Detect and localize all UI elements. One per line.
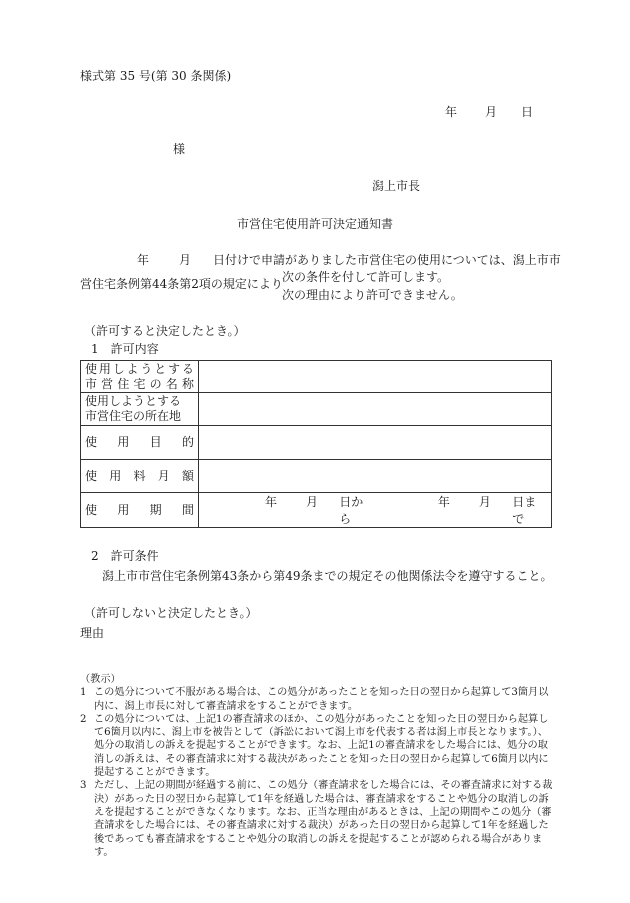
from-month: 月 — [306, 495, 319, 509]
notice-number: 1 — [80, 687, 87, 699]
notice-number: 3 — [80, 780, 87, 792]
label-line1: 使用しようとする — [85, 394, 182, 408]
label-monthly-rent — [81, 460, 199, 493]
addressee: 様 — [173, 142, 186, 156]
date-year: 年 — [445, 105, 458, 119]
notice-text: ただし、上記の期間が経過する前に、この処分（審査請求をした場合には、その審査請求に対する裁決）があった日の翌日から起算して1年を経過した場合は、審査請求をすることや処分の取消しの訴えを提起することができなくなります。なお、正当な理由があるときは、上記の期間やこの処分（審査請求をした場合には、その審査請求に対する裁決）があった日の翌日から起算して1年を経過した後であっても審査請求をすることや処分の取消しの訴えを提起することが認められる場合があります。 — [94, 780, 553, 858]
value-house-name[interactable] — [199, 361, 552, 393]
from-day: 日から — [339, 495, 364, 526]
label-char: 用 — [117, 435, 130, 449]
table-row — [81, 393, 552, 426]
intro-month: 月 — [179, 253, 192, 267]
intro-year: 年 — [137, 253, 150, 267]
to-day: 日まで — [512, 495, 537, 526]
to-month: 月 — [478, 495, 491, 509]
label-char: 使 — [85, 435, 98, 449]
label-char: 目 — [149, 435, 162, 449]
reason-label: 理由 — [80, 626, 105, 640]
label-char: 用 — [117, 502, 130, 517]
section2-heading: 2 許可条件 — [91, 549, 159, 563]
value-purpose[interactable] — [199, 426, 552, 460]
date-day: 日 — [521, 105, 534, 119]
to-year: 年 — [437, 495, 450, 509]
label-char: 用 — [109, 468, 122, 483]
notice-block — [80, 673, 558, 859]
value-monthly-rent[interactable] — [199, 460, 552, 493]
document-title: 市営住宅使用許可決定通知書 — [237, 217, 394, 231]
notice-item — [80, 779, 558, 859]
value-period[interactable] — [199, 493, 552, 528]
label-purpose — [81, 426, 199, 460]
label-line2: 市 営 住 宅 の 名 称 — [85, 376, 194, 391]
label-char: 料 — [133, 468, 146, 483]
label-house-name — [81, 361, 199, 393]
notice-text: この処分については、上記1の審査請求のほか、この処分があったことを知った日の翌日から起算して6箇月以内に、潟上市を被告として（訴訟において潟上市を代表する者は潟上市長となります。）、処分の取消しの訴えを提起することができます。なお、上記1の審査請求をした場合には、処分の取消しの訴えは、その審査請求に対する裁決があったことを知った日の翌日から起算して6箇月以内に提起することができます。 — [94, 713, 549, 779]
label-char: 月 — [157, 468, 170, 483]
form-number: 様式第 35 号(第 30 条関係) — [80, 69, 232, 83]
date-month: 月 — [485, 105, 498, 119]
option-permit: 次の条件を付して許可します。 — [282, 270, 450, 284]
intro-line-2: 営住宅条例第44条第2項の規定により — [80, 277, 283, 291]
label-house-address — [81, 393, 199, 426]
label-char: 期 — [149, 502, 162, 517]
label-char: 間 — [181, 502, 194, 517]
condition-text: 潟上市市営住宅条例第43条から第49条までの規定その他関係法令を遵守すること。 — [102, 569, 553, 583]
label-char: 的 — [181, 435, 194, 449]
table-row — [81, 460, 552, 493]
notice-heading: （教示） — [80, 674, 121, 685]
label-char: 額 — [181, 468, 194, 483]
deny-case-heading: （許可しないと決定したとき。） — [84, 606, 258, 620]
table-row — [81, 426, 552, 460]
permit-table — [80, 360, 552, 528]
label-char: 使 — [85, 502, 98, 517]
label-line2: 市営住宅の所在地 — [85, 409, 182, 423]
permit-case-heading: （許可すると決定したとき。） — [84, 324, 246, 338]
value-house-address[interactable] — [199, 393, 552, 426]
label-line1: 使 用 し よ う と す る — [85, 361, 194, 376]
label-char: 使 — [85, 468, 98, 483]
notice-item — [80, 713, 558, 779]
date-line — [445, 103, 533, 120]
intro-line1-rest: 日付けで申請がありました市営住宅の使用については、潟上市市 — [213, 253, 561, 267]
section1-heading: 1 許可内容 — [91, 342, 159, 356]
table-row — [81, 361, 552, 393]
table-row — [81, 493, 552, 528]
notice-text: この処分について不服がある場合は、この処分があったことを知った日の翌日から起算して3箇月以内に、潟上市長に対して審査請求をすることができます。 — [94, 687, 549, 712]
from-year: 年 — [265, 495, 278, 509]
intro-line-1 — [137, 251, 561, 268]
sender: 潟上市長 — [372, 179, 421, 193]
notice-item — [80, 686, 558, 713]
notice-number: 2 — [80, 713, 87, 725]
label-period — [81, 493, 199, 528]
option-deny: 次の理由により許可できません。 — [282, 288, 463, 302]
